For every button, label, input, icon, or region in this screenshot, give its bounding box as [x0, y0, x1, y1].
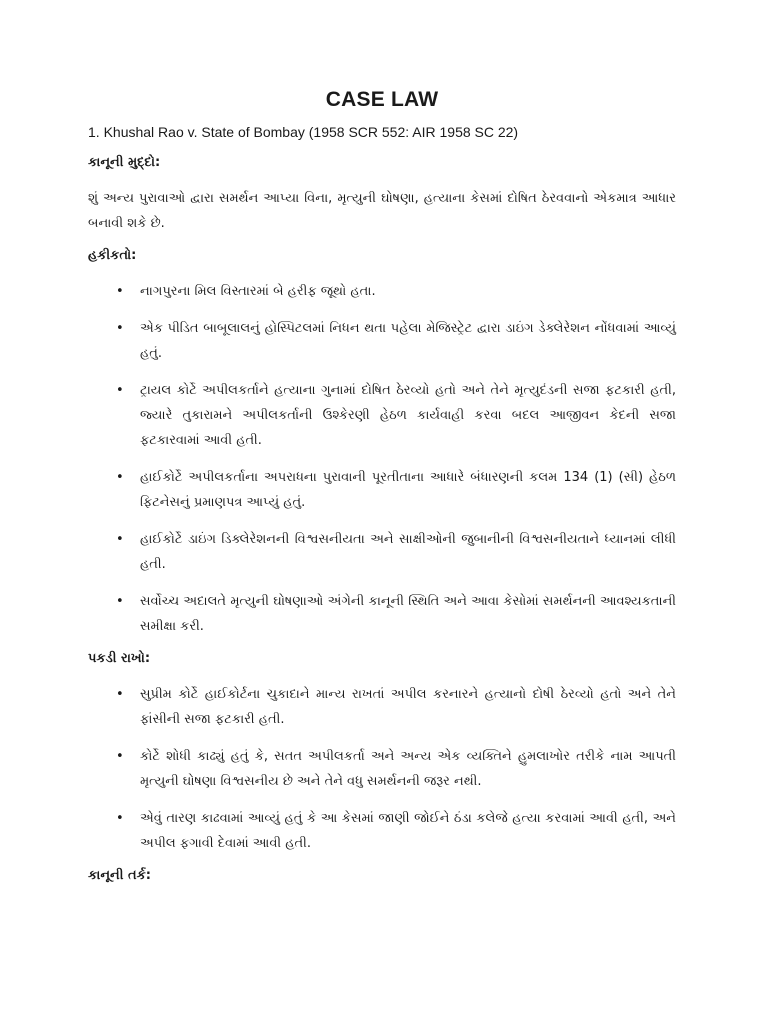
reasoning-heading: કાનૂની તર્ક: [88, 868, 151, 883]
facts-list-item [116, 378, 676, 453]
bullet-icon: • [116, 687, 124, 702]
bullet-icon: • [116, 383, 124, 398]
issues-paragraph: શું અન્ય પુરાવાઓ દ્વારા સમર્થન આપ્યા વિના, મૃત્યુની ઘોષણા, હત્યાના કેસમાં દોષિત ઠેરવવાનો એકમાત્ર આધાર બનાવી શકે છે. [88, 191, 676, 231]
case-citation: 1. Khushal Rao v. State of Bombay (1958 SCR 552: AIR 1958 SC 22) [88, 124, 519, 140]
held-list-item [116, 806, 676, 856]
facts-list-item [116, 527, 676, 577]
held-heading: પકડી રાખો: [88, 651, 151, 666]
held-list-item [116, 682, 676, 732]
facts-item-text: નાગપુરના મિલ વિસ્તારમાં બે હરીફ જૂથો હતા. [140, 284, 376, 299]
facts-item-text: હાઈકોર્ટે ડાઇંગ ડિક્લેરેશનની વિશ્વસનીયતા અને સાક્ષીઓની જુબાનીની વિશ્વસનીયતાને ધ્યાનમાં લીધી હતી. [140, 532, 676, 572]
facts-item-text: સર્વોચ્ચ અદાલતે મૃત્યુની ઘોષણાઓ અંગેની કાનૂની સ્થિતિ અને આવા કેસોમાં સમર્થનની આવશ્યકતાની સમીક્ષા કરી. [140, 594, 676, 634]
facts-item-text: ટ્રાયલ કોર્ટે અપીલકર્તાને હત્યાના ગુનામાં દોષિત ઠેરવ્યો હતો અને તેને મૃત્યુદંડની સજા ફટકારી હતી, જ્યારે તુકારામને અપીલકર્તાની ઉશ્કેરણી હેઠળ કાર્યવાહી કરવા બદલ આજીવન કેદની સજા ફટકારવામાં આવી હતી. [140, 383, 676, 448]
facts-list-item [116, 316, 676, 366]
bullet-icon: • [116, 321, 124, 336]
facts-heading: હકીકતો: [88, 248, 137, 263]
facts-list-item [116, 279, 676, 304]
held-list [88, 682, 676, 856]
bullet-icon: • [116, 532, 124, 547]
document-title: CASE LAW [325, 88, 439, 111]
held-list-item [116, 744, 676, 794]
bullet-icon: • [116, 284, 124, 299]
facts-item-text: એક પીડિત બાબૂલાલનું હોસ્પિટલમાં નિધન થતા પહેલા મેજિસ્ટ્રેટ દ્વારા ડાઇંગ ડેક્લેરેશન નોંધવામાં આવ્યું હતું. [140, 321, 676, 361]
held-item-text: કોર્ટે શોધી કાઢ્યું હતું કે, સતત અપીલકર્તા અને અન્ય એક વ્યક્તિને હુમલાખોર તરીકે નામ આપતી મૃત્યુની ઘોષણા વિશ્વસનીય છે અને તેને વધુ સમર્થનની જરૂર નથી. [140, 749, 676, 789]
held-item-text: એવું તારણ કાઢવામાં આવ્યું હતું કે આ કેસમાં જાણી જોઈને ઠંડા કલેજે હત્યા કરવામાં આવી હતી, અને અપીલ ફગાવી દેવામાં આવી હતી. [140, 811, 676, 851]
bullet-icon: • [116, 811, 124, 826]
bullet-icon: • [116, 749, 124, 764]
held-item-text: સુપ્રીમ કોર્ટે હાઈકોર્ટના ચુકાદાને માન્ય રાખતાં અપીલ કરનારને હત્યાનો દોષી ઠેરવ્યો હતો અને તેને ફાંસીની સજા ફટકારી હતી. [140, 687, 676, 727]
facts-list-item [116, 589, 676, 639]
facts-list [88, 279, 676, 639]
facts-item-text: હાઈકોર્ટે અપીલકર્તાના અપરાધના પુરાવાની પૂરતીતાના આધારે બંધારણની કલમ 134 (1) (સી) હેઠળ ફિટનેસનું પ્રમાણપત્ર આપ્યું હતું. [140, 470, 676, 510]
issues-heading: કાનૂની મુદ્દો: [88, 155, 161, 170]
bullet-icon: • [116, 594, 124, 609]
bullet-icon: • [116, 470, 124, 485]
facts-list-item [116, 465, 676, 515]
